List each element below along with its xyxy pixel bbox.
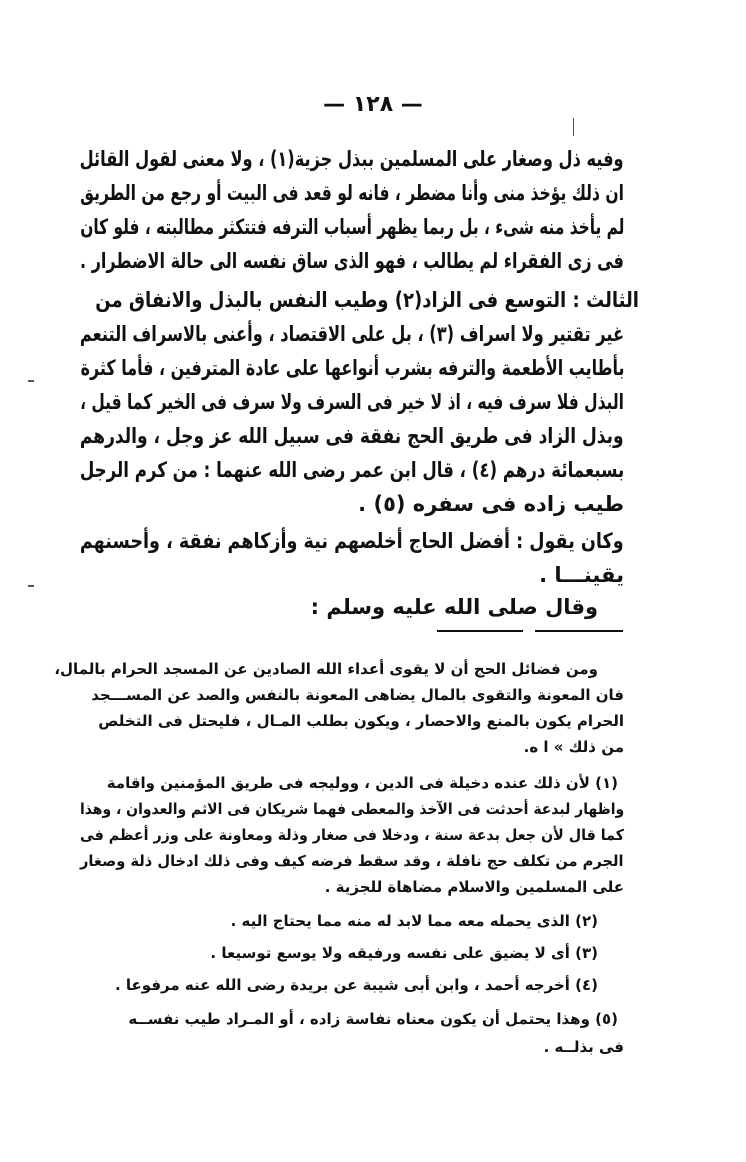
footnote-line: (٢) الذى يحمله معه مما لابد له منه مما يحتاج اليه .: [230, 912, 598, 930]
main-text-line: وكان يقول : أفضل الحاج أخلصهم نية وأزكاهم نفقة ، وأحسنهم: [80, 529, 624, 553]
main-text-line: يقينـــا .: [539, 563, 624, 587]
main-text-line: طيب زاده فى سفره (٥) .: [358, 492, 624, 516]
footnote-line: (٤) أخرجه أحمد ، وابن أبى شيبة عن بريدة رضى الله عنه مرفوعا .: [114, 976, 598, 994]
footnote-line: الحرام يكون بالمنع والاحصار ، ويكون بطلب المـال ، فليحتل فى التخلص: [98, 712, 624, 730]
page-number: — ١٢٨ —: [323, 92, 423, 117]
footnote-line: الجرم من تكلف حج نافلة ، وقد سقط فرضه كيف وفى ذلك ادخال ذلة وصغار: [80, 852, 624, 870]
footnote-line: واظهار لبدعة أحدثت فى الآخذ والمعطى فهما شريكان فى الاثم والعدوان ، وهذا: [79, 800, 624, 818]
footnote-line: من ذلك » ا ه.: [523, 738, 624, 756]
main-text-line: الثالث : التوسع فى الزاد(٢) وطيب النفس بالبذل والانفاق من: [95, 288, 639, 312]
footnote-line: على المسلمين والاسلام مضاهاة للجزية .: [324, 878, 624, 896]
footnote-separator: [535, 630, 623, 632]
margin-mark: [573, 118, 574, 136]
main-text-line: بأطايب الأطعمة والترفه بشرب أنواعها على عادة المترفين ، فأما كثرة: [80, 356, 624, 380]
footnote-line: ومن فضائل الحج أن لا يقوى أعداء الله الصادين عن المسجد الحرام بالمال،: [54, 660, 598, 678]
main-text-line: غير تقتير ولا اسراف (٣) ، بل على الاقتصاد ، وأعنى بالاسراف التنعم: [79, 322, 624, 346]
main-text-line: بسبعمائة درهم (٤) ، قال ابن عمر رضى الله عنهما : من كرم الرجل: [79, 458, 624, 482]
footnote-line: (٣) أى لا يضيق على نفسه ورفيقه ولا يوسع توسيعا .: [210, 944, 598, 962]
main-text-line: وقال صلى الله عليه وسلم :: [310, 595, 598, 619]
main-text-line: وبذل الزاد فى طريق الحج نفقة فى سبيل الله عز وجل ، والدرهم: [80, 424, 624, 448]
footnote-line: فان المعونة والتقوى بالمال يضاهى المعونة بالنفس والصد عن المســـجد: [91, 686, 624, 704]
main-text-line: البذل فلا سرف فيه ، اذ لا خير فى السرف ولا سرف فى الخير كما قيل ،: [80, 390, 624, 414]
margin-mark: [28, 380, 34, 382]
main-text-line: ان ذلك يؤخذ منى وأنا مضطر ، فانه لو قعد فى البيت أو رجع من الطريق: [80, 181, 624, 205]
main-text-line: لم يأخذ منه شىء ، بل ربما يظهر أسباب الترفه فتتكثر مطالبته ، فلو كان: [79, 215, 624, 239]
footnote-line: (١) لأن ذلك عنده دخيلة فى الدين ، ووليجه فى طريق المؤمنين واقامة: [106, 774, 618, 792]
footnote-separator: [437, 630, 523, 632]
footnote-line: فى بذلــه .: [543, 1038, 624, 1056]
footnote-line: كما قال لأن جعل بدعة سنة ، ودخلا فى صغار وذلة ومعاونة على وزر أعظم فى: [79, 826, 624, 844]
margin-mark: [28, 585, 34, 587]
main-text-line: فى زى الفقراء لم يطالب ، فهو الذى ساق نفسه الى حالة الاضطرار .: [80, 249, 624, 273]
main-text-line: وفيه ذل وصغار على المسلمين ببذل جزية(١) ، ولا معنى لقول القائل: [79, 147, 624, 171]
footnote-line: (٥) وهذا يحتمل أن يكون معناه نفاسة زاده ، أو المـراد طيب نفســه: [128, 1010, 618, 1028]
